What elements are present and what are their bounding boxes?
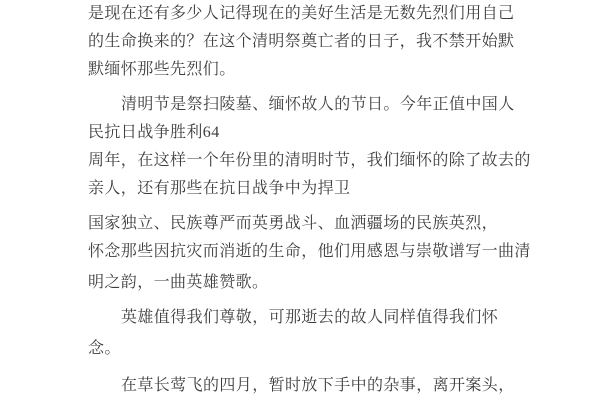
text-line: 亲人，还有那些在抗日战争中为捍卫 (88, 180, 351, 197)
text-line: 是现在还有多少人记得现在的美好生活是无数先烈们用自己 (88, 5, 515, 22)
text-line: 民抗日战争胜利64 (88, 124, 220, 141)
text-line: 的生命换来的？在这个清明祭奠亡者的日子，我不禁开始默 (88, 33, 515, 50)
text-line: 念。 (88, 340, 121, 357)
text-line: 英雄值得我们尊敬，可那逝去的故人同样值得我们怀 (121, 309, 499, 326)
text-line: 怀念那些因抗灾而消逝的生命，他们用感恩与崇敬谱写一曲清 (88, 243, 531, 260)
text-line: 默缅怀那些先烈们。 (88, 61, 236, 78)
text-line: 周年，在这样一个年份里的清明时节，我们缅怀的除了故去的 (88, 152, 531, 169)
text-line: 明之韵，一曲英雄赞歌。 (88, 274, 269, 291)
text-line: 清明节是祭扫陵墓、缅怀故人的节日。今年正值中国人 (121, 96, 515, 113)
text-line: 在草长莺飞的四月，暂时放下手中的杂事，离开案头， (121, 377, 515, 394)
text-line: 国家独立、民族尊严而英勇战斗、血洒疆场的民族英烈， (88, 215, 499, 232)
